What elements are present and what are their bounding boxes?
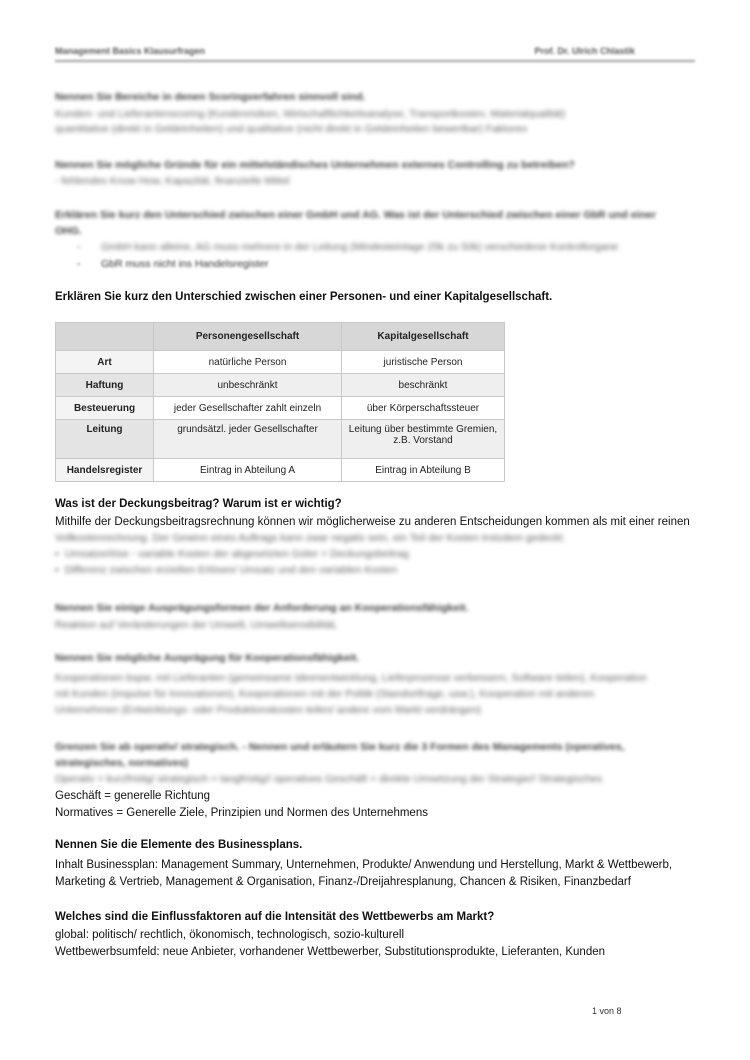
cell-personen: natürliche Person [154,351,342,374]
question-deckungsbeitrag: Was ist der Deckungsbeitrag? Warum ist er wichtig? [55,498,342,510]
dash-marker: - [77,241,81,253]
question-personen-kapital: Erklären Sie kurz den Unterschied zwischen einer Personen- und einer Kapitalgesellschaft. [55,291,553,303]
answer-deckungsbeitrag: Mithilfe der Deckungsbeitragsrechnung können wir möglicherweise zu anderen Entscheidungen kommen als mit einer reinen [55,516,690,528]
header-title: Management Basics Klausurfragen [55,46,206,56]
question-kooperation-auspraegung: Nennen Sie mögliche Ausprägung für Kooperationsfähigkeit. [55,652,360,664]
row-label: Handelsregister [56,459,154,482]
table-row [56,397,505,420]
answer-management-line1: Operativ = kurzfristig/ strategisch = langfristig// operatives Geschäft = direkte Umsetzung der Strategie// Strategisches [55,773,603,785]
answer-kooperation-line2: mit Kunden (Impulse für Innovationen), Kooperationen mit der Politik (Standortfrage, usw.), Kooperation mit anderen [55,688,595,700]
answer-businessplan-line2: Marketing & Vertrieb, Management & Organisation, Finanz-/Dreijahresplanung, Chancen & Risiken, Finanzbedarf [55,876,631,888]
question-gmbh-ag-cont: OHG. [55,225,82,237]
question-management-formen-cont: strategisches, normatives) [55,757,189,769]
bullet-deckungsbeitrag-2: ▪ Differenz zwischen erzielten Erlösen/ Umsatz und den variablen Kosten [55,564,398,576]
table-row [56,420,505,459]
question-businessplan: Nennen Sie die Elemente des Businessplans. [55,839,303,851]
row-label: Leitung [56,420,154,459]
question-management-formen: Grenzen Sie ab operativ/ strategisch. - Nennen und erläutern Sie kurz die 3 Formen des Managements (operatives, [55,741,625,753]
cell-kapital: über Körperschaftssteuer [342,397,505,420]
cell-personen: grundsätzl. jeder Gesellschafter [154,420,342,459]
cell-kapital: beschränkt [342,374,505,397]
col-header-personen: Personengesellschaft [154,323,342,351]
page-number: 1 von 8 [592,1006,622,1016]
cell-kapital: Eintrag in Abteilung B [342,459,505,482]
row-label: Art [56,351,154,374]
answer-scoring-line1: Kunden- und Lieferantenscoring (Kundenrisiken, Wirtschaftlichkeitsanalyse, Transportkosten, Materialqualität) [55,108,566,120]
cell-personen: jeder Gesellschafter zahlt einzeln [154,397,342,420]
answer-kooperationsfaehigkeit: Reaktion auf Veränderungen der Umwelt, Umweltsensibilität, [55,619,338,631]
row-label: Haftung [56,374,154,397]
page-header [55,44,695,62]
question-kooperationsfaehigkeit: Nennen Sie einige Ausprägungsformen der Anforderung an Kooperationsfähigkeit. [55,602,469,614]
answer-wettbewerb-line2: Wettbewerbsumfeld: neue Anbieter, vorhandener Wettbewerber, Substitutionsprodukte, Lieferanten, Kunden [55,946,606,958]
question-gmbh-ag: Erklären Sie kurz den Unterschied zwischen einer GmbH und AG. Was ist der Unterschied zwischen einer GbR und einer [55,209,656,221]
question-scoring: Nennen Sie Bereiche in denen Scoringverfahren sinnvoll sind. [55,91,366,103]
table-row [56,459,505,482]
row-label: Besteuerung [56,397,154,420]
answer-kooperation-line1: Kooperationen bspw. mit Lieferanten (gemeinsame Ideenentwicklung, Lieferprozesse verbessern, Software teilen), Kooperation [55,672,647,684]
answer-wettbewerb-line1: global: politisch/ rechtlich, ökonomisch, technologisch, sozio-kulturell [55,929,405,941]
header-author: Prof. Dr. Ulrich Chlastik [534,46,635,56]
answer-management-line2: Geschäft = generelle Richtung [55,790,211,802]
col-header-kapital: Kapitalgesellschaft [342,323,505,351]
table-row [56,374,505,397]
answer-gbr: GbR muss nicht ins Handelsregister [101,258,269,270]
cell-kapital: Leitung über bestimmte Gremien, z.B. Vorstand [342,420,505,459]
table-corner [56,323,154,351]
comparison-table [55,322,505,482]
answer-deckungsbeitrag-cont: Vollkostenrechnung. Der Gewinn eines Auftrags kann zwar negativ sein, ein Teil der Kosten trotzdem gedeckt. [55,532,566,544]
table-row [56,351,505,374]
cell-personen: Eintrag in Abteilung A [154,459,342,482]
cell-kapital: juristische Person [342,351,505,374]
question-wettbewerb: Welches sind die Einflussfaktoren auf die Intensität des Wettbewerbs am Markt? [55,911,495,923]
cell-personen: unbeschränkt [154,374,342,397]
table-header-row [56,323,505,351]
question-controlling: Nennen Sie mögliche Gründe für ein mittelständisches Unternehmen externes Controlling zu betreiben? [55,159,575,171]
dash-marker: - [77,258,81,270]
answer-kooperation-line3: Unternehmen (Entwicklungs- oder Produktionskosten teilen/ andere vom Markt verdrängen) [55,704,482,716]
answer-businessplan-line1: Inhalt Businessplan: Management Summary, Unternehmen, Produkte/ Anwendung und Herstellung, Markt & Wettbewerb, [55,859,673,871]
answer-scoring-line2: quantitative (direkt in Geldeinheiten) und qualitative (nicht direkt in Geldeinheiten bewertbar) Faktoren [55,123,528,135]
answer-controlling: - fehlendes Know How, Kapazität, finanzielle Mittel [55,175,290,187]
answer-management-line3: Normatives = Generelle Ziele, Prinzipien und Normen des Unternehmens [55,807,428,819]
bullet-deckungsbeitrag-1: ▪ Umsatzerlöse - variable Kosten der abgesetzten Güter = Deckungsbeitrag [55,548,409,560]
answer-gmbh-ag: GmbH kann alleine, AG muss mehrere in der Leitung (Mindesteinlage 25k zu 50k) verschiedene Kontrollorgane [101,241,619,253]
